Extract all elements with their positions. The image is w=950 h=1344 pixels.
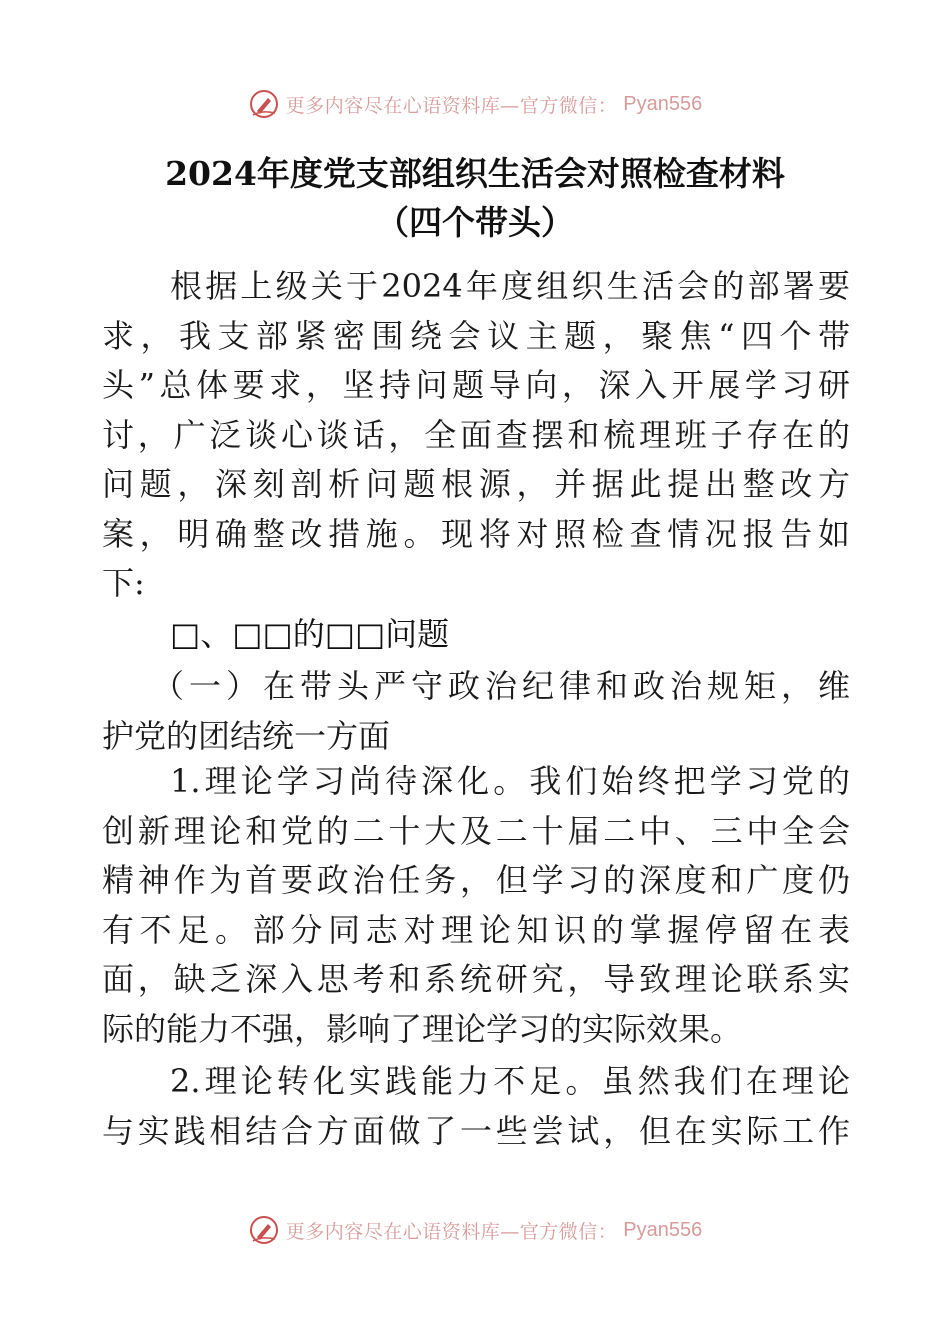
watermark-text: 更多内容尽在心语资料库—官方微信： <box>285 1220 618 1243</box>
text-line: 讨，广泛谈心谈话，全面查摆和梳理班子存在的 <box>102 415 850 454</box>
pen-logo-icon <box>248 88 280 120</box>
text-line: 下: <box>102 564 145 602</box>
text-line: 精神作为首要政治任务，但学习的深度和广度仍 <box>102 861 850 899</box>
text-line: 2.理论转化实践能力不足。虽然我们在理论 <box>170 1062 850 1100</box>
document-subtitle: （四个带头） <box>376 203 574 242</box>
text-line: 护党的团结统一方面 <box>102 716 391 755</box>
text-line: 与实践相结合方面做了一些尝试，但在实际工作 <box>102 1111 850 1150</box>
text-line: 际的能力不强，影响了理论学习的实际效果。 <box>102 1009 743 1048</box>
text-line: 根据上级关于2024年度组织生活会的部署要 <box>170 267 850 305</box>
item-2-paragraph <box>102 1057 850 1156</box>
text-line: 问题，深刻剖析问题根源，并据此提出整改方 <box>102 465 850 503</box>
text-line: 有不足。部分同志对理论知识的掌握停留在表 <box>102 910 850 949</box>
item-1-paragraph <box>102 757 850 1054</box>
text-line: 面，缺乏深入思考和系统研究，导致理论联系实 <box>102 960 850 998</box>
text-line: 求，我支部紧密围绕会议主题，聚焦“四个带 <box>102 316 850 355</box>
text-line: 1.理论学习尚待深化。我们始终把学习党的 <box>170 762 850 800</box>
intro-paragraph <box>102 262 850 609</box>
section-heading: □、□□的□□问题 <box>170 615 450 653</box>
header-watermark <box>0 84 950 124</box>
text-line: 案，明确整改措施。现将对照检查情况报告如 <box>102 514 850 553</box>
section-subheading <box>102 662 850 761</box>
text-line: 头”总体要求，坚持问题导向，深入开展学习研 <box>102 366 850 404</box>
pen-logo-icon <box>248 1214 280 1246</box>
watermark-wechat-id: Pyan556 <box>623 92 703 115</box>
watermark-text: 更多内容尽在心语资料库—官方微信： <box>285 94 618 117</box>
text-line: （一）在带头严守政治纪律和政治规矩，维 <box>152 667 850 705</box>
text-line: 创新理论和党的二十大及二十届二中、三中全会 <box>102 811 850 850</box>
document-title: 2024年度党支部组织生活会对照检查材料 <box>165 154 785 193</box>
watermark-wechat-id: Pyan556 <box>623 1218 703 1241</box>
footer-watermark <box>0 1210 950 1250</box>
